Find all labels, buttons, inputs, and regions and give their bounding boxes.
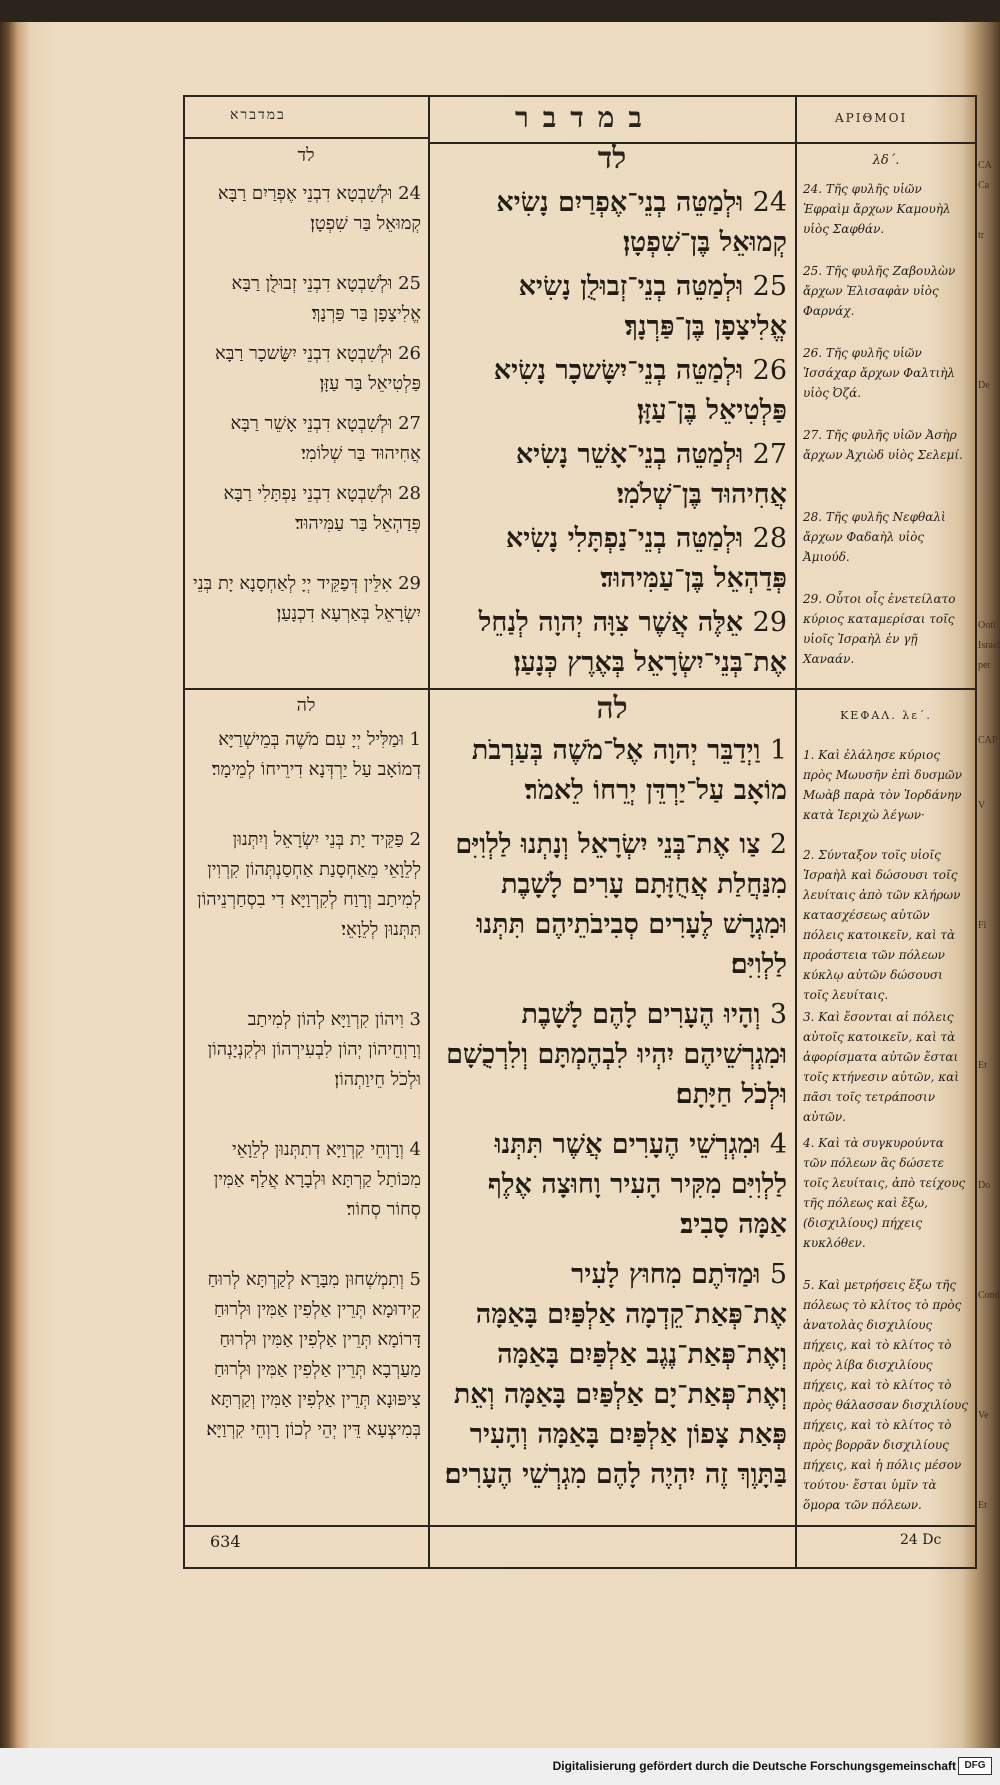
verse-text: אֵלֶּה אֲשֶׁר צִוָּה יְהוָה לְנַחֵל אֶת־בְּנֵי־יִשְׂרָאֵל בְּאֶרֶץ כְּנָעַן׃: [478, 607, 787, 678]
verse-text: Καὶ ἔσονται αἱ πόλεις αὐτοῖς κατοικεῖν, καὶ τὰ ἀφορίσματα αὐτῶν ἔσται τοῖς κτήνεσιν αὐτῶν, καὶ πᾶσι τοῖς τετράποσιν αὐτῶν.: [803, 1010, 959, 1124]
edge-fragment: Cond: [978, 1290, 1000, 1301]
aramaic-verse: [191, 1265, 421, 1445]
verse-text: וּלְשִׁבְטָא דִבְנֵי זְבוּלֻן רַבָּא אֱלִיצָפָן בַּר פַּרְנָךְ׃: [231, 273, 421, 324]
hebrew-verse: [437, 183, 787, 263]
edge-fragment: Et: [978, 1500, 987, 1511]
verse-text: וִיהוֹן קִרְוַיָּא לְהוֹן לְמִיתַב וְרָוְחֵיהוֹן יְהוֹן לִבְעִירְהוֹן וּלְקִנְיָנְהוֹן וּלְכֹל חֵיוַתְהוֹן׃: [207, 1009, 421, 1090]
verse-number: 2: [769, 829, 787, 860]
verse-number: 4: [769, 1129, 787, 1160]
greek-verse: [803, 507, 969, 567]
hebrew-chapter-heading: לה: [596, 691, 628, 726]
verse-number: 2: [409, 829, 421, 850]
hebrew-chapter-heading: לד: [597, 141, 627, 176]
edge-fragment: pet: [978, 660, 991, 671]
verse-number: 5.: [803, 1278, 815, 1292]
greek-verse: [803, 179, 969, 239]
running-head-hebrew: במדבר: [515, 101, 656, 134]
aramaic-column-ch35: [191, 695, 421, 1523]
funding-credit: Digitalisierung gefördert durch die Deutsche Forschungsgemeinschaft: [552, 1759, 956, 1773]
verse-text: Καὶ μετρήσεις ἔξω τῆς πόλεως τὸ κλίτος τὸ πρὸς ἀνατολὰς δισχιλίους πήχεις, καὶ τὸ κλίτος τὸ πρὸς λίβα δισχιλίους πήχεις, καὶ τὸ κλίτος τὸ πρὸς θάλασσαν δισχιλίους πήχεις, καὶ τὸ κλίτος τὸ πρὸς βορρᾶν δισχιλίους πήχεις, καὶ ἡ πόλις μέσον τούτου· ἔσται ὑμῖν τὰ ὅμορα τῶν πόλεων.: [803, 1278, 968, 1512]
verse-number: 24: [398, 183, 421, 204]
edge-fragment: CA: [978, 160, 992, 171]
hebrew-verse: [437, 825, 787, 985]
verse-text: אִלֵּין דְּפַקֵּיד יְיָ לְאַחְסָנָא יָת בְּנֵי יִשְׂרָאֵל בְּאַרְעָא דִכְנָעַן׃: [192, 573, 421, 624]
edge-fragment: tr: [978, 230, 985, 241]
verse-number: 25: [398, 273, 421, 294]
verse-text: וּלְמַטֵּה בְנֵי־אָשֵׁר נָשִׂיא אֲחִיהוּד בֶּן־שְׁלֹמִי׃: [515, 439, 787, 510]
signature-mark: 24 Dc: [900, 1532, 942, 1548]
aramaic-verse: [191, 409, 421, 469]
verse-text: וּלְשִׁבְטָא דִבְנֵי אָשֵׁר רַבָּא אֲחִיהוּד בַּר שְׁלוֹמִי׃: [230, 413, 421, 464]
verse-text: וּלְשִׁבְטָא דִבְנֵי יִשָּׂשכָר רַבָּא פַּלְטִיאֵל בַּר עַזָּן׃: [215, 343, 421, 394]
column-divider-right: [795, 97, 797, 1567]
aramaic-chapter-heading: לד: [297, 145, 315, 166]
verse-text: Καὶ τὰ συγκυρούντα τῶν πόλεων ἃς δώσετε τοῖς λευίταις, ἀπὸ τείχους τῆς πόλεως καὶ ἔξω, (δισχιλίους) πήχεις κυκλόθεν.: [803, 1136, 966, 1250]
verse-text: וּמִגְרְשֵׁי הֶעָרִים אֲשֶׁר תִּתְּנוּ לַלְוִיִּם מִקִּיר הָעִיר וָחוּצָה אֶלֶף אַמָּה סָבִיב׃: [487, 1129, 787, 1240]
verse-number: 2.: [803, 848, 815, 862]
greek-verse: [803, 1007, 969, 1127]
greek-verse: [803, 745, 969, 825]
verse-text: וַיְדַבֵּר יְהוָה אֶל־מֹשֶׁה בְּעַרְבֹת מוֹאָב עַל־יַרְדֵּן יְרֵחוֹ לֵאמֹר׃: [471, 735, 787, 806]
aramaic-head-rule: [185, 137, 428, 139]
hebrew-verse: [437, 603, 787, 683]
verse-number: 3: [409, 1009, 421, 1030]
hebrew-verse: [437, 1255, 787, 1495]
greek-head-rule: [797, 142, 975, 144]
page-frame: [183, 95, 977, 1569]
hebrew-column-ch35: [437, 691, 787, 1523]
aramaic-verse: [191, 269, 421, 329]
verse-text: פַּקֵּיד יָת בְּנֵי יִשְׂרָאֵל וְיִתְּנוּן לְלֵוָאֵי מֵאַחְסָנַת אַחְסַנְתְּהוֹן קִרְוִין לְמִיתַב וְרָוַח לְקִרְוַיָּא דִי בִסְחַרְנֵיהוֹן תִּתְּנוּן לְלֵוָאֵי׃: [197, 829, 421, 940]
aramaic-verse: [191, 825, 421, 945]
verse-number: 1: [769, 735, 787, 766]
aramaic-verse: [191, 725, 421, 785]
greek-verse: [803, 845, 969, 1005]
verse-number: 28.: [803, 510, 823, 524]
greek-verse: [803, 1133, 969, 1253]
running-head-greek: ΑΡΙΘΜΟΙ: [835, 111, 908, 125]
edge-fragment: Fi: [978, 920, 987, 931]
verse-number: 25.: [803, 264, 823, 278]
verse-number: 29: [398, 573, 421, 594]
hebrew-verse: [437, 519, 787, 599]
edge-fragment: De: [978, 380, 990, 391]
hebrew-verse: [437, 351, 787, 431]
greek-verse: [803, 343, 969, 403]
hebrew-verse: [437, 731, 787, 811]
verse-number: 24.: [803, 182, 823, 196]
aramaic-verse: [191, 1005, 421, 1095]
greek-verse: [803, 589, 969, 669]
edge-fragment: CAP: [978, 735, 998, 746]
edge-fragment: Do: [978, 1180, 991, 1191]
dfg-logo: DFG: [958, 1757, 992, 1775]
verse-text: Τῆς φυλῆς Ζαβουλὼν ἄρχων Ἐλισαφὰν υἱὸς Φαρνάχ.: [803, 264, 956, 318]
verse-text: Σύνταξον τοῖς υἱοῖς Ἰσραὴλ καὶ δώσουσι τοῖς λευίταις ἀπὸ τῶν κλήρων κατασχέσεως αὐτῶν πόλεις κατοικεῖν, καὶ τὰ προάστεια τῶν πόλεων κύκλῳ αὐτῶν δώσουσι τοῖς λευίταις.: [803, 848, 961, 1002]
aramaic-verse: [191, 569, 421, 629]
verse-text: Οὗτοι οἷς ἐνετείλατο κύριος καταμερίσαι τοῖς υἱοῖς Ἰσραὴλ ἐν γῇ Χαναάν.: [803, 592, 956, 666]
aramaic-chapter-heading: לה: [296, 695, 316, 716]
edge-fragment: Israel: [978, 640, 1000, 651]
footer-rule: [185, 1525, 975, 1527]
greek-column-ch35: [803, 695, 969, 1523]
greek-verse: [803, 1275, 969, 1515]
aramaic-verse: [191, 179, 421, 239]
hebrew-chapter-rule: [430, 688, 795, 690]
verse-text: וּלְשִׁבְטָא דִבְנֵי נַפְתָּלִי רַבָּא פְּדַהְאֵל בַּר עַמִּיהוּד׃: [223, 483, 421, 534]
verse-number: 25: [752, 271, 787, 302]
aramaic-verse: [191, 339, 421, 399]
verse-number: 24: [752, 187, 787, 218]
greek-verse: [803, 261, 969, 321]
column-divider-left: [428, 97, 430, 1567]
verse-text: וּמַלִּיל יְיָ עִם מֹשֶׁה בְּמֵישְׁרַיָּא דְמוֹאָב עַל יַרְדְּנָא דִירֵיחוֹ לְמֵימָר׃: [211, 729, 421, 780]
greek-chapter-heading: ΚΕΦΑΛ. λε΄.: [840, 709, 932, 722]
aramaic-verse: [191, 479, 421, 539]
verse-text: וְרָוְחֵי קִרְוַיָּא דְתִתְּנוּן לְלֵוָאֵי מִכּוֹתַל קַרְתָּא וּלְבָרָא אֲלַף אַמִּין סְחוֹר סְחוֹר׃: [213, 1139, 421, 1220]
edge-fragment: Ve: [978, 1410, 989, 1421]
verse-number: 1: [409, 729, 421, 750]
edge-fragment: Ooti: [978, 620, 996, 631]
verse-number: 26: [398, 343, 421, 364]
verse-number: 26.: [803, 346, 823, 360]
scanner-background: [0, 0, 1000, 22]
verse-number: 3: [769, 999, 787, 1030]
verse-text: Τῆς φυλῆς Νεφθαλὶ ἄρχων Φαδαὴλ υἱὸς Ἀμιούδ.: [803, 510, 946, 564]
verse-text: וּמַדֹּתֶם מִחוּץ לָעִיר אֶת־פְּאַת־קֵדְמָה אַלְפַּיִם בָּאַמָּה וְאֶת־פְּאַת־נֶגֶב אַלְפַּיִם בָּאַמָּה וְאֶת־פְּאַת־יָם אַלְפַּיִם בָּאַמָּה וְאֵת פְּאַת צָפוֹן אַלְפַּיִם בָּאַמָּה וְהָעִיר בַּתָּוֶךְ זֶה יִהְיֶה לָהֶם מִגְרְשֵׁי הֶעָרִים׃: [444, 1259, 787, 1490]
aramaic-chapter-rule: [185, 688, 428, 690]
aramaic-verse: [191, 1135, 421, 1225]
verse-number: 4.: [803, 1136, 815, 1150]
hebrew-verse: [437, 1125, 787, 1245]
verse-text: Τῆς φυλῆς υἱῶν Ἰσσάχαρ ἄρχων Φαλτιὴλ υἱὸς Ὀζά.: [803, 346, 955, 400]
greek-chapter-heading: λδ΄.: [872, 153, 900, 168]
edge-fragment: Ca: [978, 180, 990, 191]
verse-number: 26: [752, 355, 787, 386]
verse-text: Τῆς φυλῆς υἱῶν Ἐφραὶμ ἄρχων Καμουὴλ υἱὸς Σαφθάν.: [803, 182, 951, 236]
verse-text: וּלְשִׁבְטָא דִבְנֵי אֶפְרַיִם רַבָּא קְמוּאֵל בַּר שִׁפְטָן׃: [217, 183, 421, 234]
verse-number: 28: [398, 483, 421, 504]
verse-number: 28: [752, 523, 787, 554]
verse-text: Καὶ ἐλάλησε κύριος πρὸς Μωυσῆν ἐπὶ δυσμῶν Μωὰβ παρὰ τὸν Ἰορδάνην κατὰ Ἱεριχὼ λέγων·: [803, 748, 962, 822]
edge-fragment: V: [978, 800, 986, 811]
verse-text: וְהָיוּ הֶעָרִים לָהֶם לָשָׁבֶת וּמִגְרְשֵׁיהֶם יִהְיוּ לִבְהֶמְתָּם וְלִרְכֻשָׁם וּלְכֹל חַיָּתָם׃: [446, 999, 787, 1110]
verse-text: וּלְמַטֵּה בְנֵי־נַפְתָּלִי נָשִׂיא פְּדַהְאֵל בֶּן־עַמִּיהוּד׃: [505, 523, 787, 594]
verse-number: 1.: [803, 748, 815, 762]
verse-number: 29: [752, 607, 787, 638]
verse-text: צַו אֶת־בְּנֵי יִשְׂרָאֵל וְנָתְנוּ לַלְוִיִּם מִנַּחֲלַת אֲחֻזָּתָם עָרִים לָשָׁבֶת וּמִגְרָשׁ לֶעָרִים סְבִיבֹתֵיהֶם תִּתְּנוּ לַלְוִיִּם׃: [455, 829, 787, 980]
verse-number: 27: [752, 439, 787, 470]
greek-verse: [803, 425, 969, 465]
edge-fragment: Et: [978, 1060, 987, 1071]
verse-number: 5: [769, 1259, 787, 1290]
hebrew-verse: [437, 995, 787, 1115]
hebrew-verse: [437, 435, 787, 515]
verse-text: וּלְמַטֵּה בְנֵי־זְבוּלֻן נָשִׂיא אֱלִיצָפָן בֶּן־פַּרְנָךְ׃: [518, 271, 787, 342]
greek-chapter-rule: [797, 688, 975, 690]
verse-text: Τῆς φυλῆς υἱῶν Ἀσὴρ ἄρχων Ἀχιὼδ υἱὸς Σελεμί.: [803, 428, 963, 462]
greek-column-ch34: [803, 149, 969, 685]
page-number: 634: [210, 1532, 241, 1551]
verse-number: 29.: [803, 592, 823, 606]
verse-number: 27.: [803, 428, 823, 442]
aramaic-column-ch34: [191, 145, 421, 685]
hebrew-column-ch34: [437, 141, 787, 685]
verse-number: 27: [398, 413, 421, 434]
verse-number: 5: [409, 1269, 421, 1290]
verse-text: וְתִמְשְׁחוּן מִבָּרָא לְקַרְתָּא לְרוּחַ קִידוּמָא תְּרֵין אַלְפִין אַמִּין וּלְרוּחַ דָּרוֹמָא תְּרֵין אַלְפִין אַמִּין וּלְרוּחַ מַעַרְבָא תְּרֵין אַלְפִין אַמִּין וּלְרוּחַ צִיפּוּנָא תְּרֵין אַלְפִין אַמִּין וְקַרְתָּא בְּמִיצְעָא דֵּין יְהֵי לְכוֹן רָוְחֵי קִרְוַיָּא׃: [206, 1269, 421, 1440]
verse-text: וּלְמַטֵּה בְנֵי־יִשָּׂשכָר נָשִׂיא פַּלְטִיאֵל בֶּן־עַזָּן׃: [493, 355, 787, 426]
hebrew-verse: [437, 267, 787, 347]
running-head-aramaic: במדברא: [230, 107, 286, 123]
verse-number: 4: [409, 1139, 421, 1160]
verse-number: 3.: [803, 1010, 815, 1024]
verse-text: וּלְמַטֵּה בְנֵי־אֶפְרַיִם נָשִׂיא קְמוּאֵל בֶּן־שִׁפְטָן׃: [496, 187, 787, 258]
